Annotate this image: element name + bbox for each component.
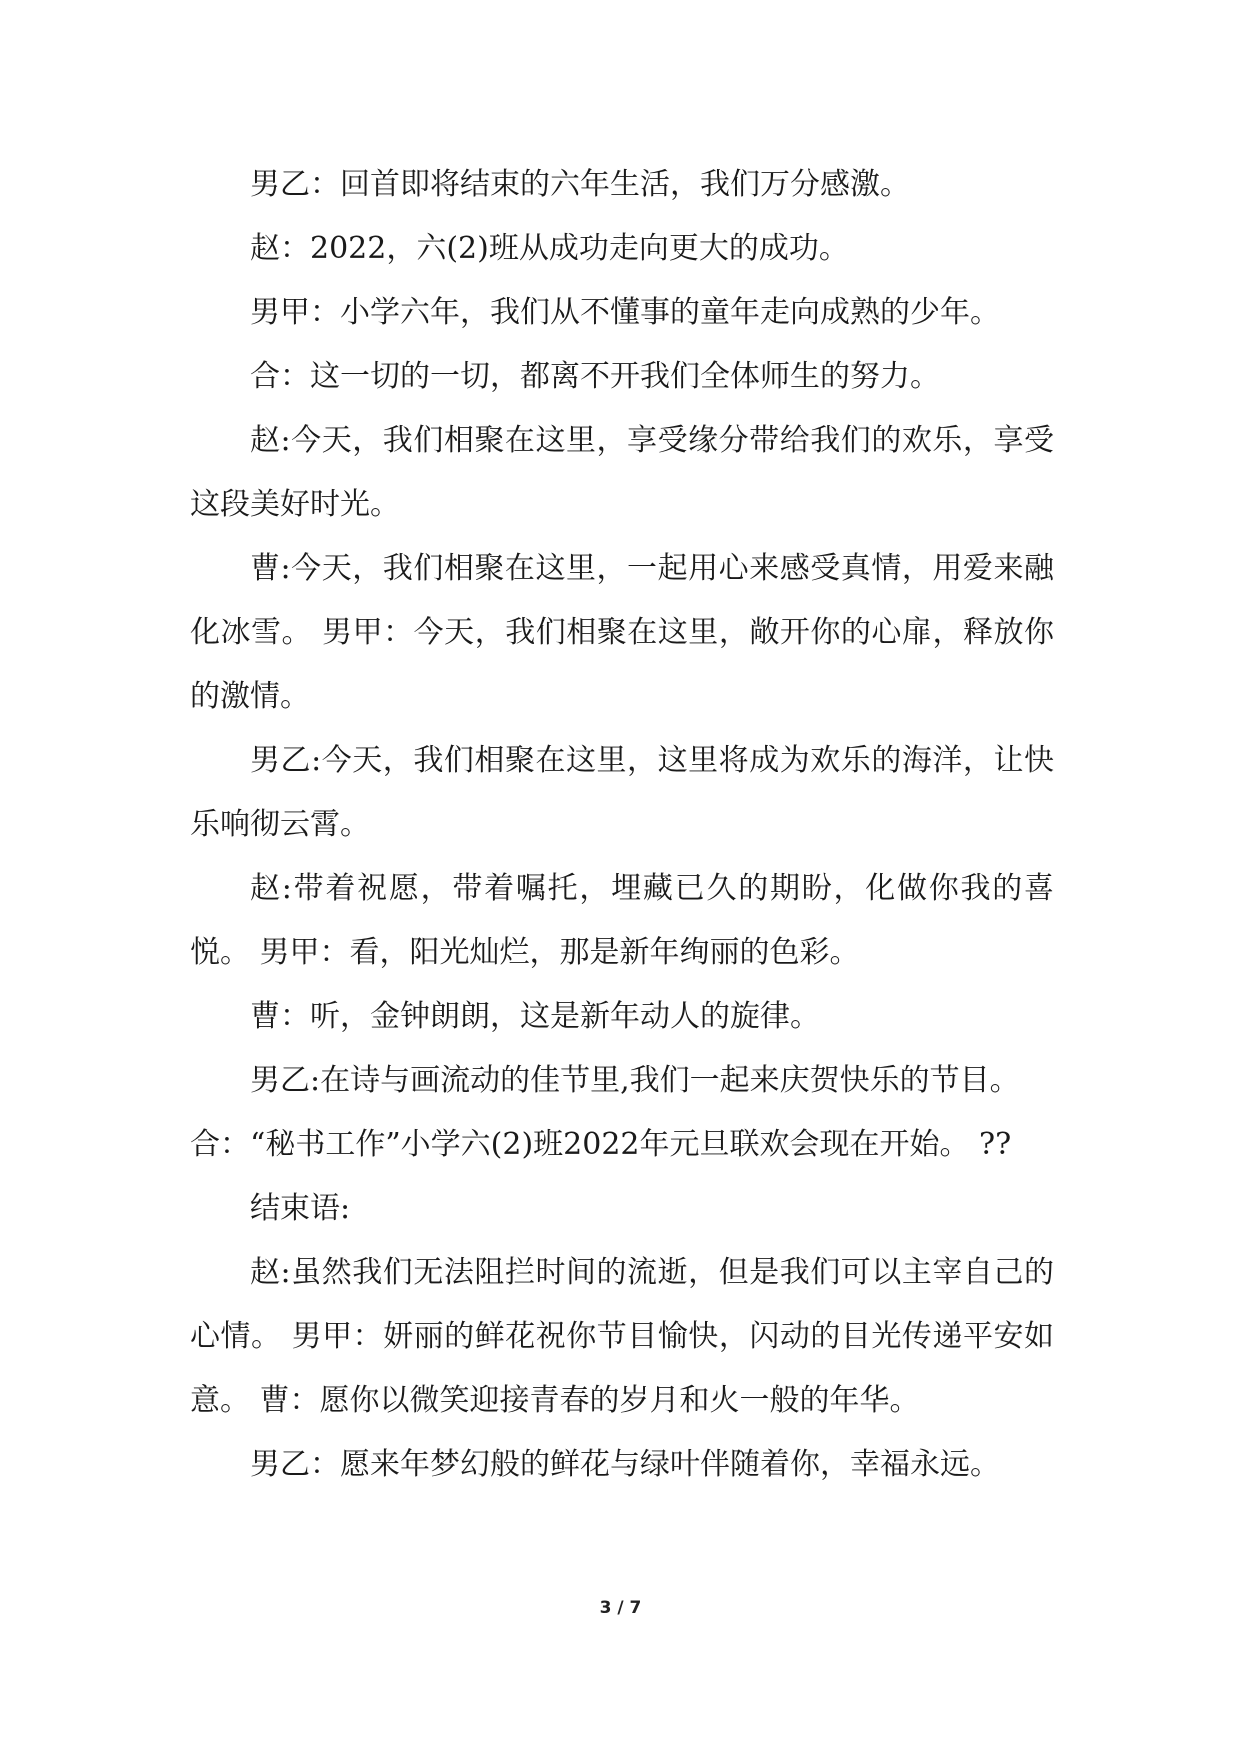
paragraph: 赵：2022，六(2)班从成功走向更大的成功。 (250, 231, 849, 266)
paragraph: 赵:今天，我们相聚在这里，享受缘分带给我们的欢乐，享受这段美好时光。 (190, 423, 1054, 522)
paragraph: 曹:今天，我们相聚在这里，一起用心来感受真情，用爱来融化冰雪。 男甲：今天，我们相聚在这里，敞开你的心扉，释放你的激情。 (190, 551, 1054, 714)
paragraph: 曹：听，金钟朗朗，这是新年动人的旋律。 (250, 999, 820, 1034)
paragraph: 合：“秘书工作”小学六(2)班2022年元旦联欢会现在开始。 ?? (190, 1127, 1012, 1162)
paragraph: 男乙：回首即将结束的六年生活，我们万分感激。 (250, 167, 910, 202)
paragraph: 男乙:在诗与画流动的佳节里,我们一起来庆贺快乐的节目。 (250, 1063, 1020, 1098)
paragraph: 赵:虽然我们无法阻拦时间的流逝，但是我们可以主宰自己的心情。 男甲：妍丽的鲜花祝你节目愉快，闪动的目光传递平安如意。 曹：愿你以微笑迎接青春的岁月和火一般的年华。 (190, 1255, 1054, 1418)
section-heading: 结束语: (250, 1191, 351, 1226)
paragraph: 男乙：愿来年梦幻般的鲜花与绿叶伴随着你，幸福永远。 (250, 1447, 1000, 1482)
paragraph: 男乙:今天，我们相聚在这里，这里将成为欢乐的海洋，让快乐响彻云霄。 (190, 743, 1054, 842)
document-body (190, 153, 1054, 1497)
paragraph: 合：这一切的一切，都离不开我们全体师生的努力。 (250, 359, 940, 394)
paragraph: 赵:带着祝愿，带着嘱托，埋藏已久的期盼，化做你我的喜悦。 男甲：看，阳光灿烂，那是新年绚丽的色彩。 (190, 871, 1054, 970)
page-number: 3 / 7 (599, 1598, 642, 1618)
paragraph: 男甲：小学六年，我们从不懂事的童年走向成熟的少年。 (250, 295, 1000, 330)
